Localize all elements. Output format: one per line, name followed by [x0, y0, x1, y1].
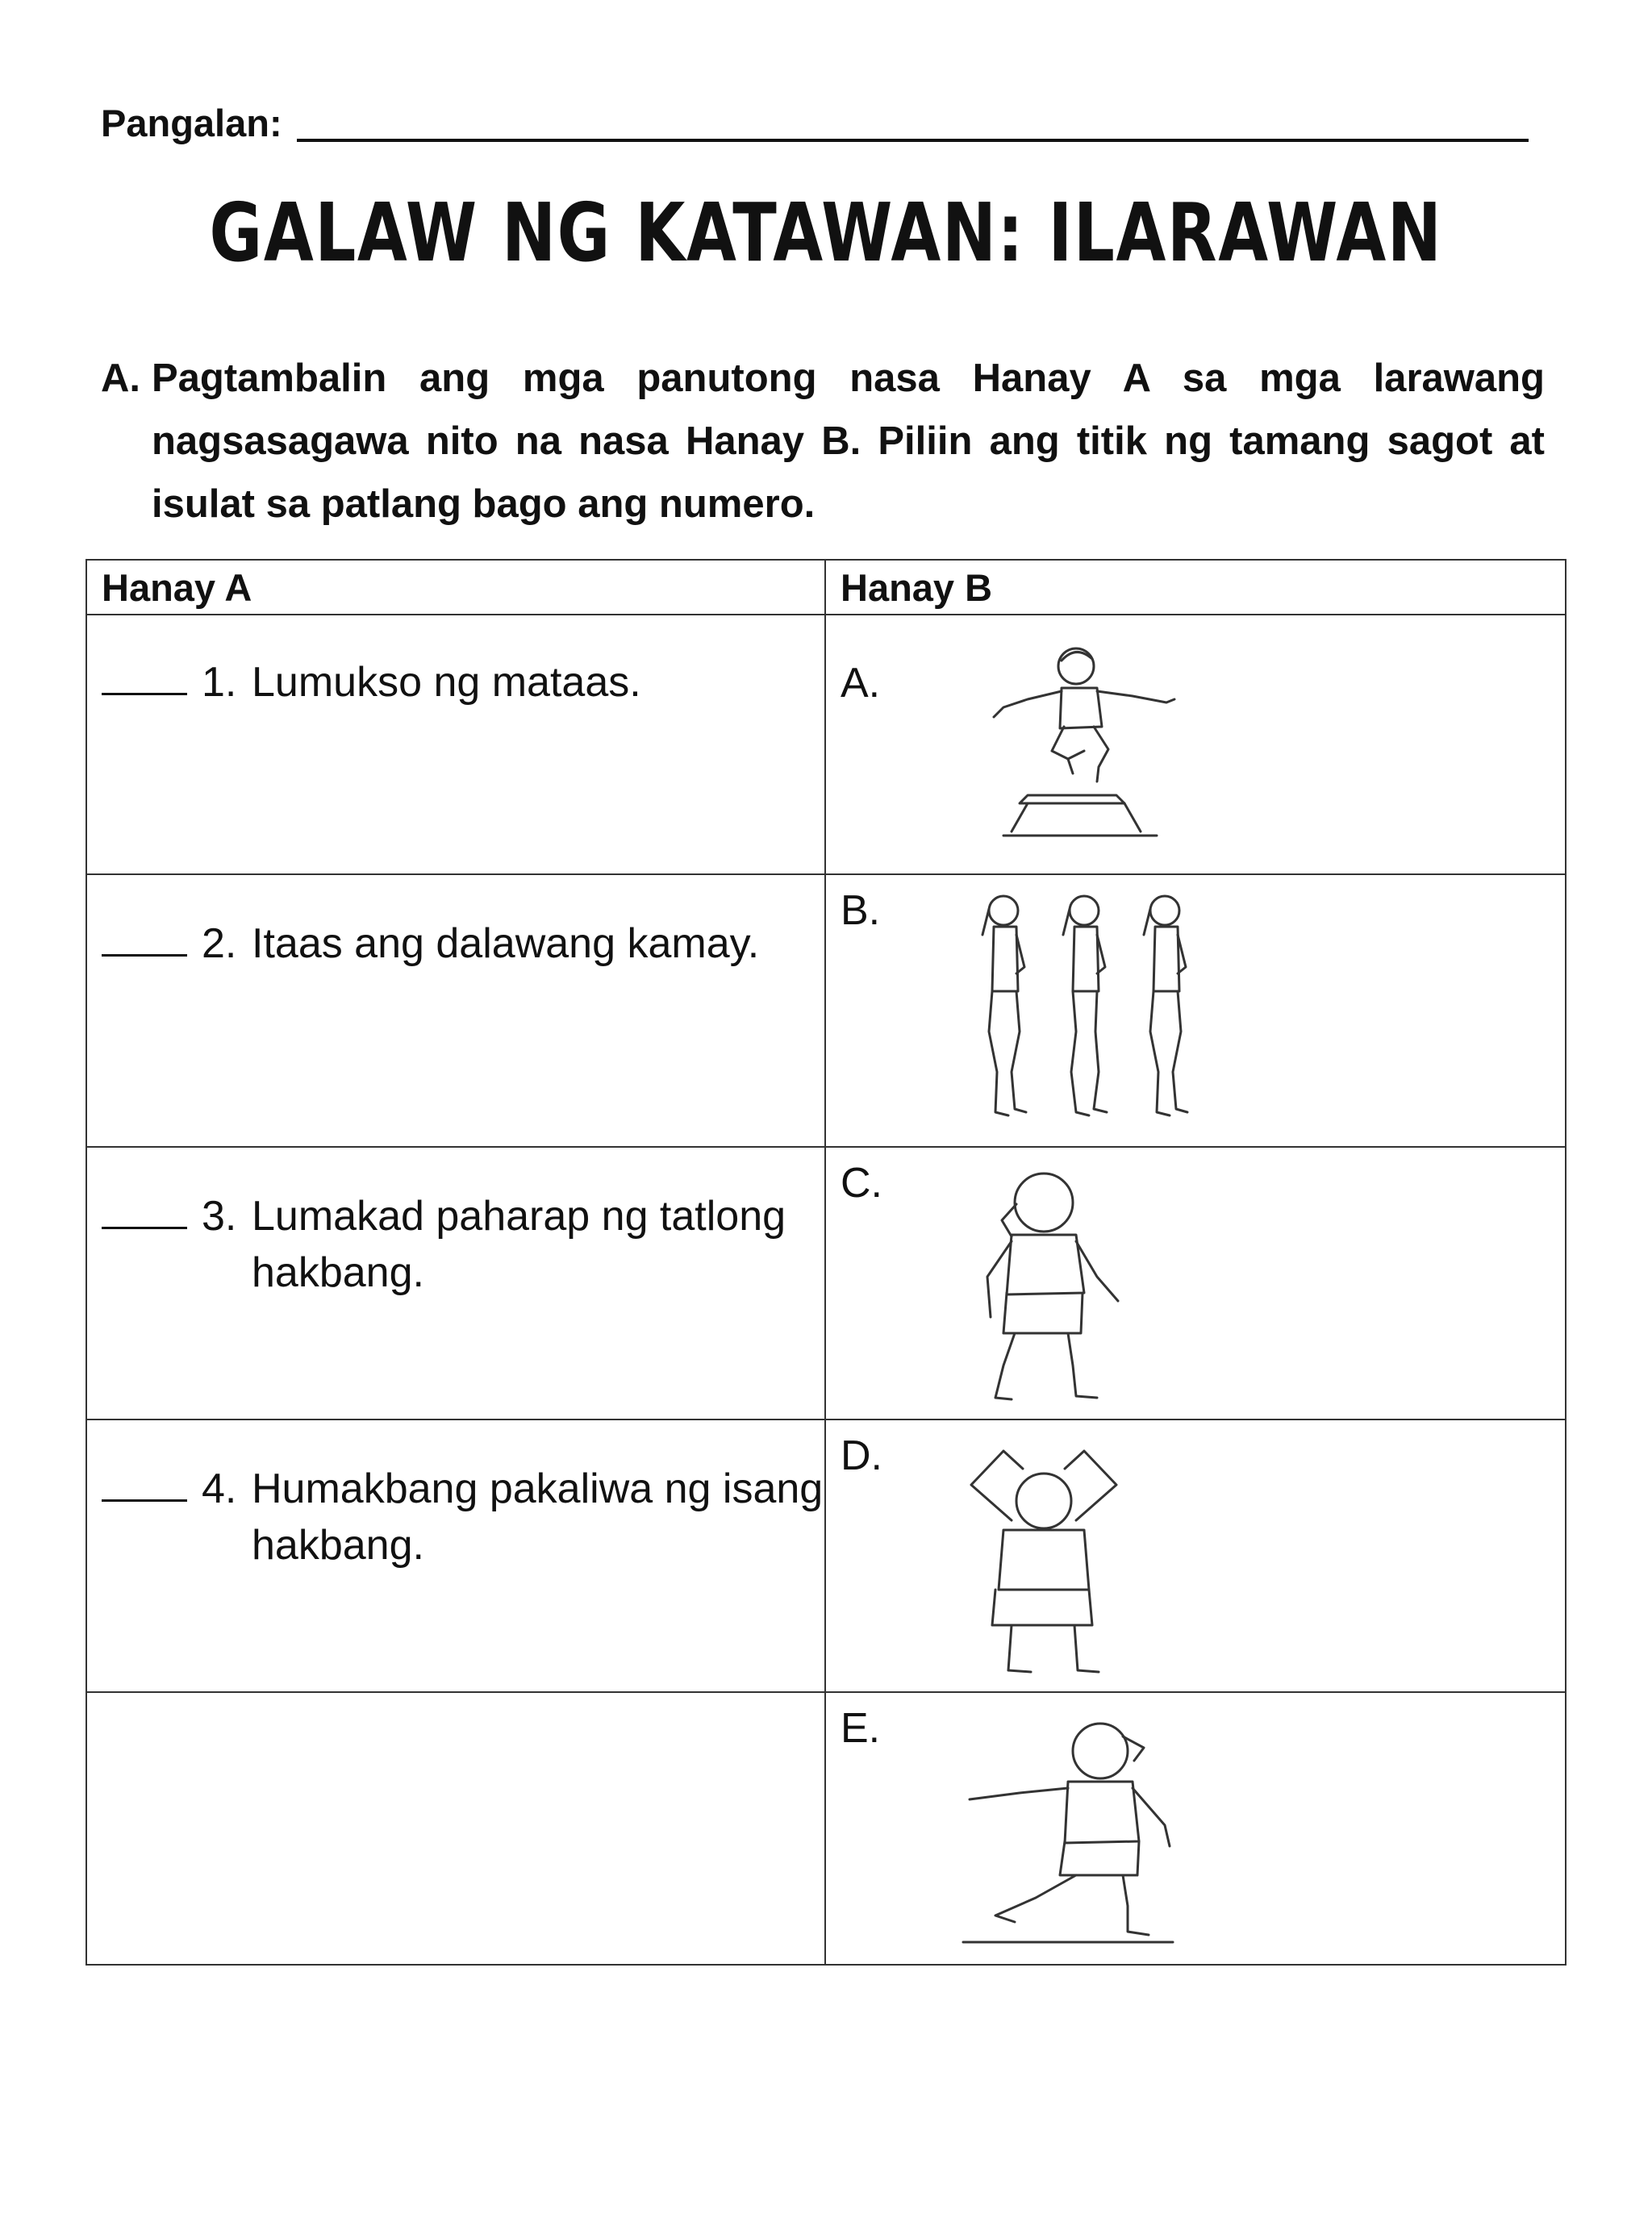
hanay-a-cell: [86, 615, 825, 874]
arms-raised-child-icon: [923, 1436, 1165, 1686]
item-number: 4.: [202, 1465, 237, 1512]
name-blank-line[interactable]: [297, 103, 1529, 142]
table-row: [86, 1419, 1566, 1692]
hanay-a-cell: [86, 1147, 825, 1419]
item-number: 2.: [202, 920, 237, 967]
answer-blank-4[interactable]: [102, 1461, 187, 1502]
hanay-b-cell: [825, 1147, 1566, 1419]
answer-blank-2[interactable]: [102, 915, 187, 957]
item-number: 3.: [202, 1193, 237, 1240]
table-header-row: [86, 560, 1566, 615]
choice-letter: B.: [841, 887, 881, 934]
instruction-text: Pagtambalin ang mga panutong nasa Hanay A sa mga larawang nagsasagawa nito na nasa Hanay B. Piliin ang titik ng tamang sagot at isulat sa patlang bago ang numero.: [152, 356, 1545, 526]
hanay-b-cell: [825, 1692, 1566, 1965]
choice-letter: A.: [841, 660, 881, 707]
jumping-child-icon: [955, 630, 1213, 856]
item-1: [87, 654, 824, 711]
hanay-a-cell: [86, 874, 825, 1147]
hanay-b-cell: [825, 615, 1566, 874]
name-label: Pangalan:: [101, 102, 282, 144]
answer-blank-3[interactable]: [102, 1188, 187, 1229]
hanay-b-cell: [825, 874, 1566, 1147]
three-steps-girl-icon: [963, 886, 1213, 1136]
item-text: Humakbang pakaliwa ng isang hakbang.: [252, 1465, 824, 1569]
item-text: Itaas ang dalawang kamay.: [252, 920, 760, 967]
table-row: [86, 1692, 1566, 1965]
hanay-a-cell: [86, 1692, 825, 1965]
worksheet-title: GALAW NG KATAWAN: ILARAWAN: [209, 186, 1443, 280]
choice-letter: E.: [841, 1705, 881, 1752]
table-row: [86, 874, 1566, 1147]
choice-letter: C.: [841, 1160, 882, 1207]
girl-stepping-left-icon: [931, 1704, 1205, 1954]
column-b-header: Hanay B: [825, 560, 1566, 615]
hanay-b-cell: [825, 1419, 1566, 1692]
hanay-a-cell: [86, 1419, 825, 1692]
table-row: [86, 615, 1566, 874]
instruction-letter: A.: [101, 356, 140, 400]
choice-letter: D.: [841, 1432, 882, 1479]
item-text: Lumukso ng mataas.: [252, 659, 641, 706]
table-row: [86, 1147, 1566, 1419]
matching-table: [86, 559, 1566, 1966]
name-row: [101, 103, 1529, 142]
item-text: Lumakad paharap ng tatlong hakbang.: [252, 1193, 786, 1296]
item-2: [87, 915, 824, 972]
item-4: [87, 1461, 824, 1574]
column-a-header: Hanay A: [86, 560, 825, 615]
instruction: [101, 347, 1545, 536]
item-number: 1.: [202, 659, 237, 706]
girl-walking-back-icon: [939, 1164, 1149, 1414]
item-3: [87, 1188, 824, 1301]
answer-blank-1[interactable]: [102, 654, 187, 695]
